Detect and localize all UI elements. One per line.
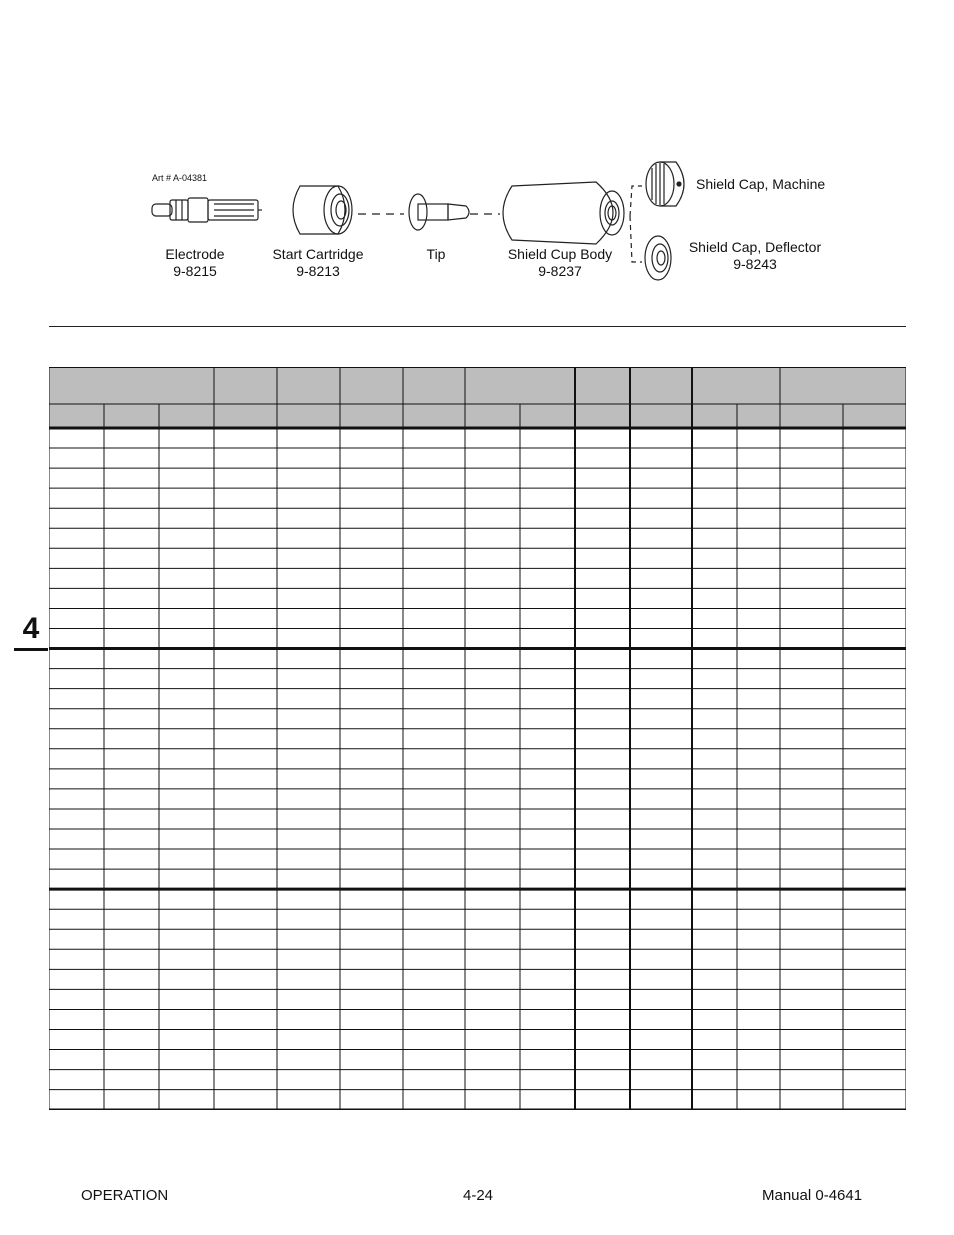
shield-cap-deflector-label: Shield Cap, Deflector 9-8243 [688, 239, 822, 272]
section-number: 4 [22, 612, 40, 645]
section-tab [14, 612, 48, 651]
shield-cup-body-drawing [503, 182, 624, 244]
start-cartridge-label: Start Cartridge 9-8213 [272, 246, 364, 279]
shield-cap-deflector-drawing [645, 236, 671, 280]
tip-label: Tip [426, 246, 446, 262]
electrode-label: Electrode 9-8215 [165, 246, 225, 279]
electrode-drawing [152, 198, 264, 222]
art-number: Art # A-04381 [152, 173, 208, 183]
shield-cap-machine-drawing [646, 162, 684, 206]
footer-section: OPERATION [81, 1187, 169, 1204]
section-divider [49, 326, 906, 327]
shield-cap-machine-label: Shield Cap, Machine [696, 176, 826, 192]
start-cartridge-drawing [293, 186, 352, 234]
cut-chart-table [49, 367, 906, 1110]
cut-chart-grid [49, 367, 906, 1110]
footer-manual-number: Manual 0-4641 [762, 1187, 863, 1204]
tip-drawing [409, 194, 469, 230]
shield-cup-body-label: Shield Cup Body 9-8237 [507, 246, 613, 279]
section-tab-bar [14, 648, 48, 651]
table-header-background [49, 367, 906, 427]
footer-page-number: 4-24 [463, 1187, 494, 1204]
